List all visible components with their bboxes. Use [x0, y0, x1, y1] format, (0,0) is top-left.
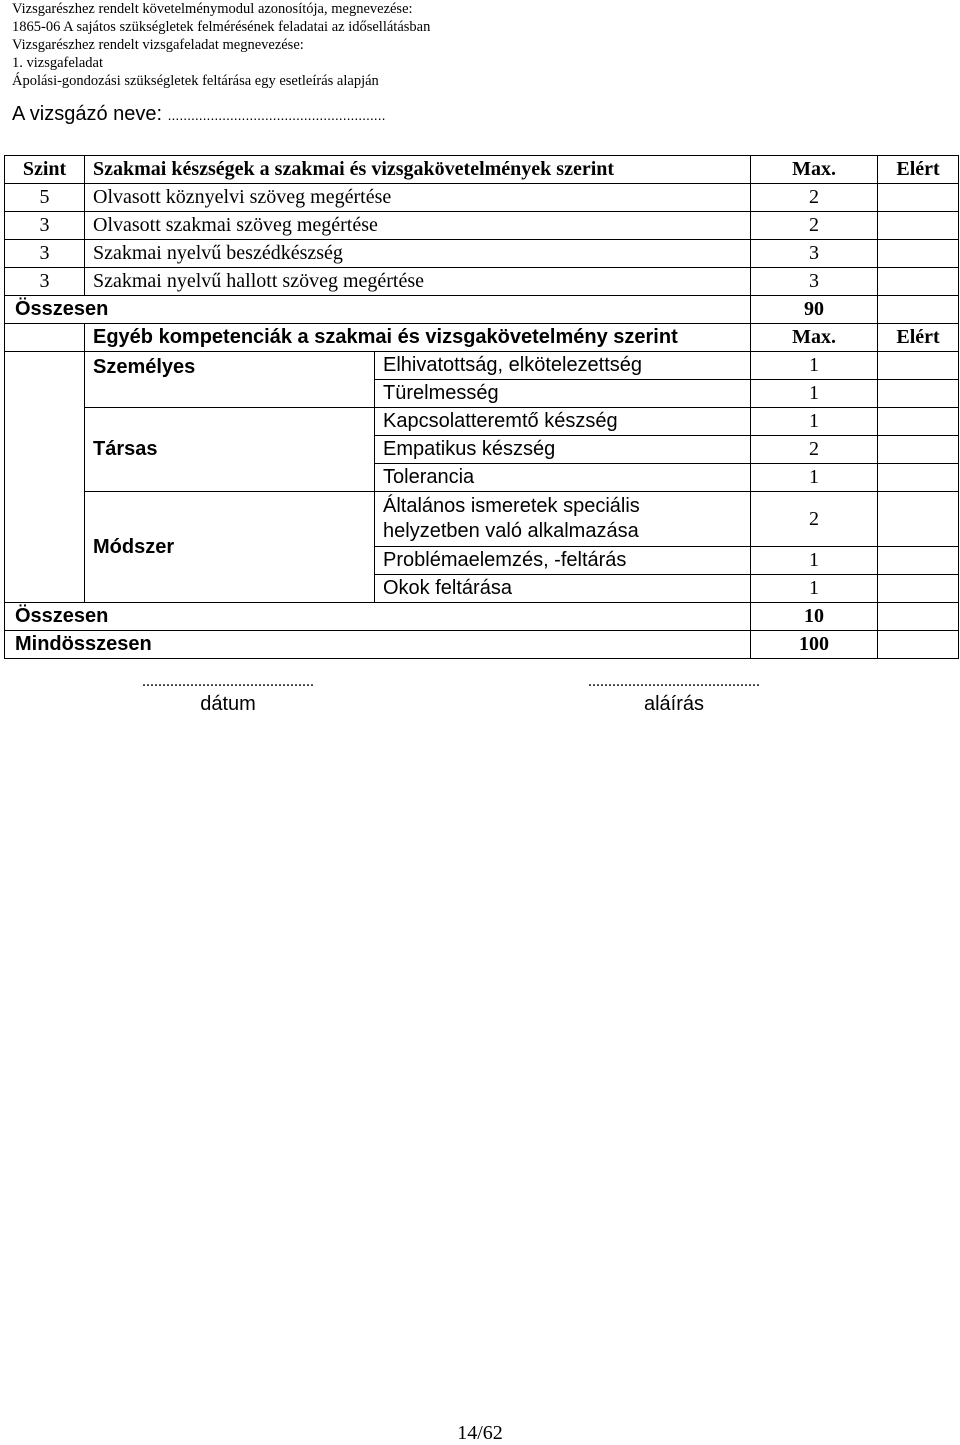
competency-cell: Empatikus készség — [375, 436, 751, 464]
document-header — [12, 0, 430, 90]
max-cell: 1 — [751, 352, 878, 380]
date-label: dátum — [200, 693, 256, 715]
competency-cell: Okok feltárása — [375, 575, 751, 603]
max-cell: 1 — [751, 547, 878, 575]
achieved-cell[interactable] — [878, 380, 959, 408]
grand-total-value: 100 — [751, 631, 878, 659]
grand-total-row — [5, 631, 959, 659]
skill-header: Szakmai készségek a szakmai és vizsgakövetelmények szerint — [85, 156, 751, 184]
module-title: 1865-06 A sajátos szükségletek felmérésének feladatai az idősellátásban — [12, 19, 431, 35]
task-label: Vizsgarészhez rendelt vizsgafeladat megnevezése: — [12, 37, 304, 53]
max-cell: 3 — [751, 240, 878, 268]
group-method: Módszer — [85, 492, 375, 603]
competency-cell: Türelmesség — [375, 380, 751, 408]
achieved-cell[interactable] — [878, 352, 959, 380]
achieved-cell[interactable] — [878, 240, 959, 268]
candidate-name-field — [12, 103, 385, 126]
grand-total-label: Mindösszesen — [5, 631, 751, 659]
signature-block — [524, 672, 824, 716]
max-cell: 2 — [751, 212, 878, 240]
signature-dots: ........................................... — [588, 673, 760, 690]
achieved-cell[interactable] — [878, 212, 959, 240]
achieved-cell[interactable] — [878, 436, 959, 464]
achieved-cell[interactable] — [878, 547, 959, 575]
evaluation-table — [4, 155, 959, 659]
table-row — [5, 240, 959, 268]
signature-label: aláírás — [643, 693, 705, 715]
achieved-cell[interactable] — [878, 492, 959, 547]
achieved-cell[interactable] — [878, 575, 959, 603]
competency-cell — [375, 492, 751, 547]
competency-line: helyzetben való alkalmazása — [383, 520, 639, 542]
total-label: Összesen — [5, 296, 751, 324]
group-personal: Személyes — [85, 352, 375, 408]
task-number: 1. vizsgafeladat — [12, 55, 103, 71]
max-cell: 1 — [751, 464, 878, 492]
table-row — [5, 184, 959, 212]
table-row — [5, 352, 959, 380]
max-cell: 1 — [751, 575, 878, 603]
skill-cell: Olvasott szakmai szöveg megértése — [85, 212, 751, 240]
page-number: 14/62 — [457, 1422, 503, 1444]
competency-cell: Elhivatottság, elkötelezettség — [375, 352, 751, 380]
level-cell: 3 — [5, 212, 85, 240]
skills-total-row — [5, 296, 959, 324]
total-value: 90 — [751, 296, 878, 324]
competency-header-row — [5, 324, 959, 352]
skill-cell: Szakmai nyelvű beszédkészség — [85, 240, 751, 268]
max-header: Max. — [751, 324, 878, 352]
achieved-cell[interactable] — [878, 296, 959, 324]
skill-cell: Olvasott köznyelvi szöveg megértése — [85, 184, 751, 212]
max-cell: 2 — [751, 184, 878, 212]
level-header: Szint — [5, 156, 85, 184]
achieved-cell[interactable] — [878, 464, 959, 492]
competency-header: Egyéb kompetenciák a szakmai és vizsgakövetelmény szerint — [85, 324, 751, 352]
achieved-header: Elért — [878, 156, 959, 184]
achieved-header: Elért — [878, 324, 959, 352]
skill-cell: Szakmai nyelvű hallott szöveg megértése — [85, 268, 751, 296]
table-row — [5, 492, 959, 547]
achieved-cell[interactable] — [878, 408, 959, 436]
achieved-cell[interactable] — [878, 184, 959, 212]
skills-header-row — [5, 156, 959, 184]
competency-total-row — [5, 603, 959, 631]
level-cell: 5 — [5, 184, 85, 212]
total-label: Összesen — [5, 603, 751, 631]
max-cell: 1 — [751, 408, 878, 436]
total-value: 10 — [751, 603, 878, 631]
date-dots: ........................................... — [142, 673, 314, 690]
max-cell: 3 — [751, 268, 878, 296]
max-header: Max. — [751, 156, 878, 184]
competency-cell: Kapcsolatteremtő készség — [375, 408, 751, 436]
task-title: Ápolási-gondozási szükségletek feltárása egy esetleírás alapján — [12, 73, 379, 89]
table-row — [5, 212, 959, 240]
level-cell: 3 — [5, 268, 85, 296]
module-label: Vizsgarészhez rendelt követelménymodul azonosítója, megnevezése: — [12, 1, 413, 17]
competency-line: Általános ismeretek speciális — [383, 495, 640, 517]
achieved-cell[interactable] — [878, 631, 959, 659]
date-signature-block — [78, 672, 378, 716]
competency-cell: Problémaelemzés, -feltárás — [375, 547, 751, 575]
max-cell: 2 — [751, 492, 878, 547]
competency-cell: Tolerancia — [375, 464, 751, 492]
achieved-cell[interactable] — [878, 268, 959, 296]
max-cell: 2 — [751, 436, 878, 464]
max-cell: 1 — [751, 380, 878, 408]
group-social: Társas — [85, 408, 375, 492]
table-row — [5, 408, 959, 436]
achieved-cell[interactable] — [878, 603, 959, 631]
candidate-name-label: A vizsgázó neve: — [12, 103, 163, 125]
level-cell: 3 — [5, 240, 85, 268]
table-row — [5, 268, 959, 296]
candidate-name-dots: ........................................................ — [167, 107, 386, 123]
